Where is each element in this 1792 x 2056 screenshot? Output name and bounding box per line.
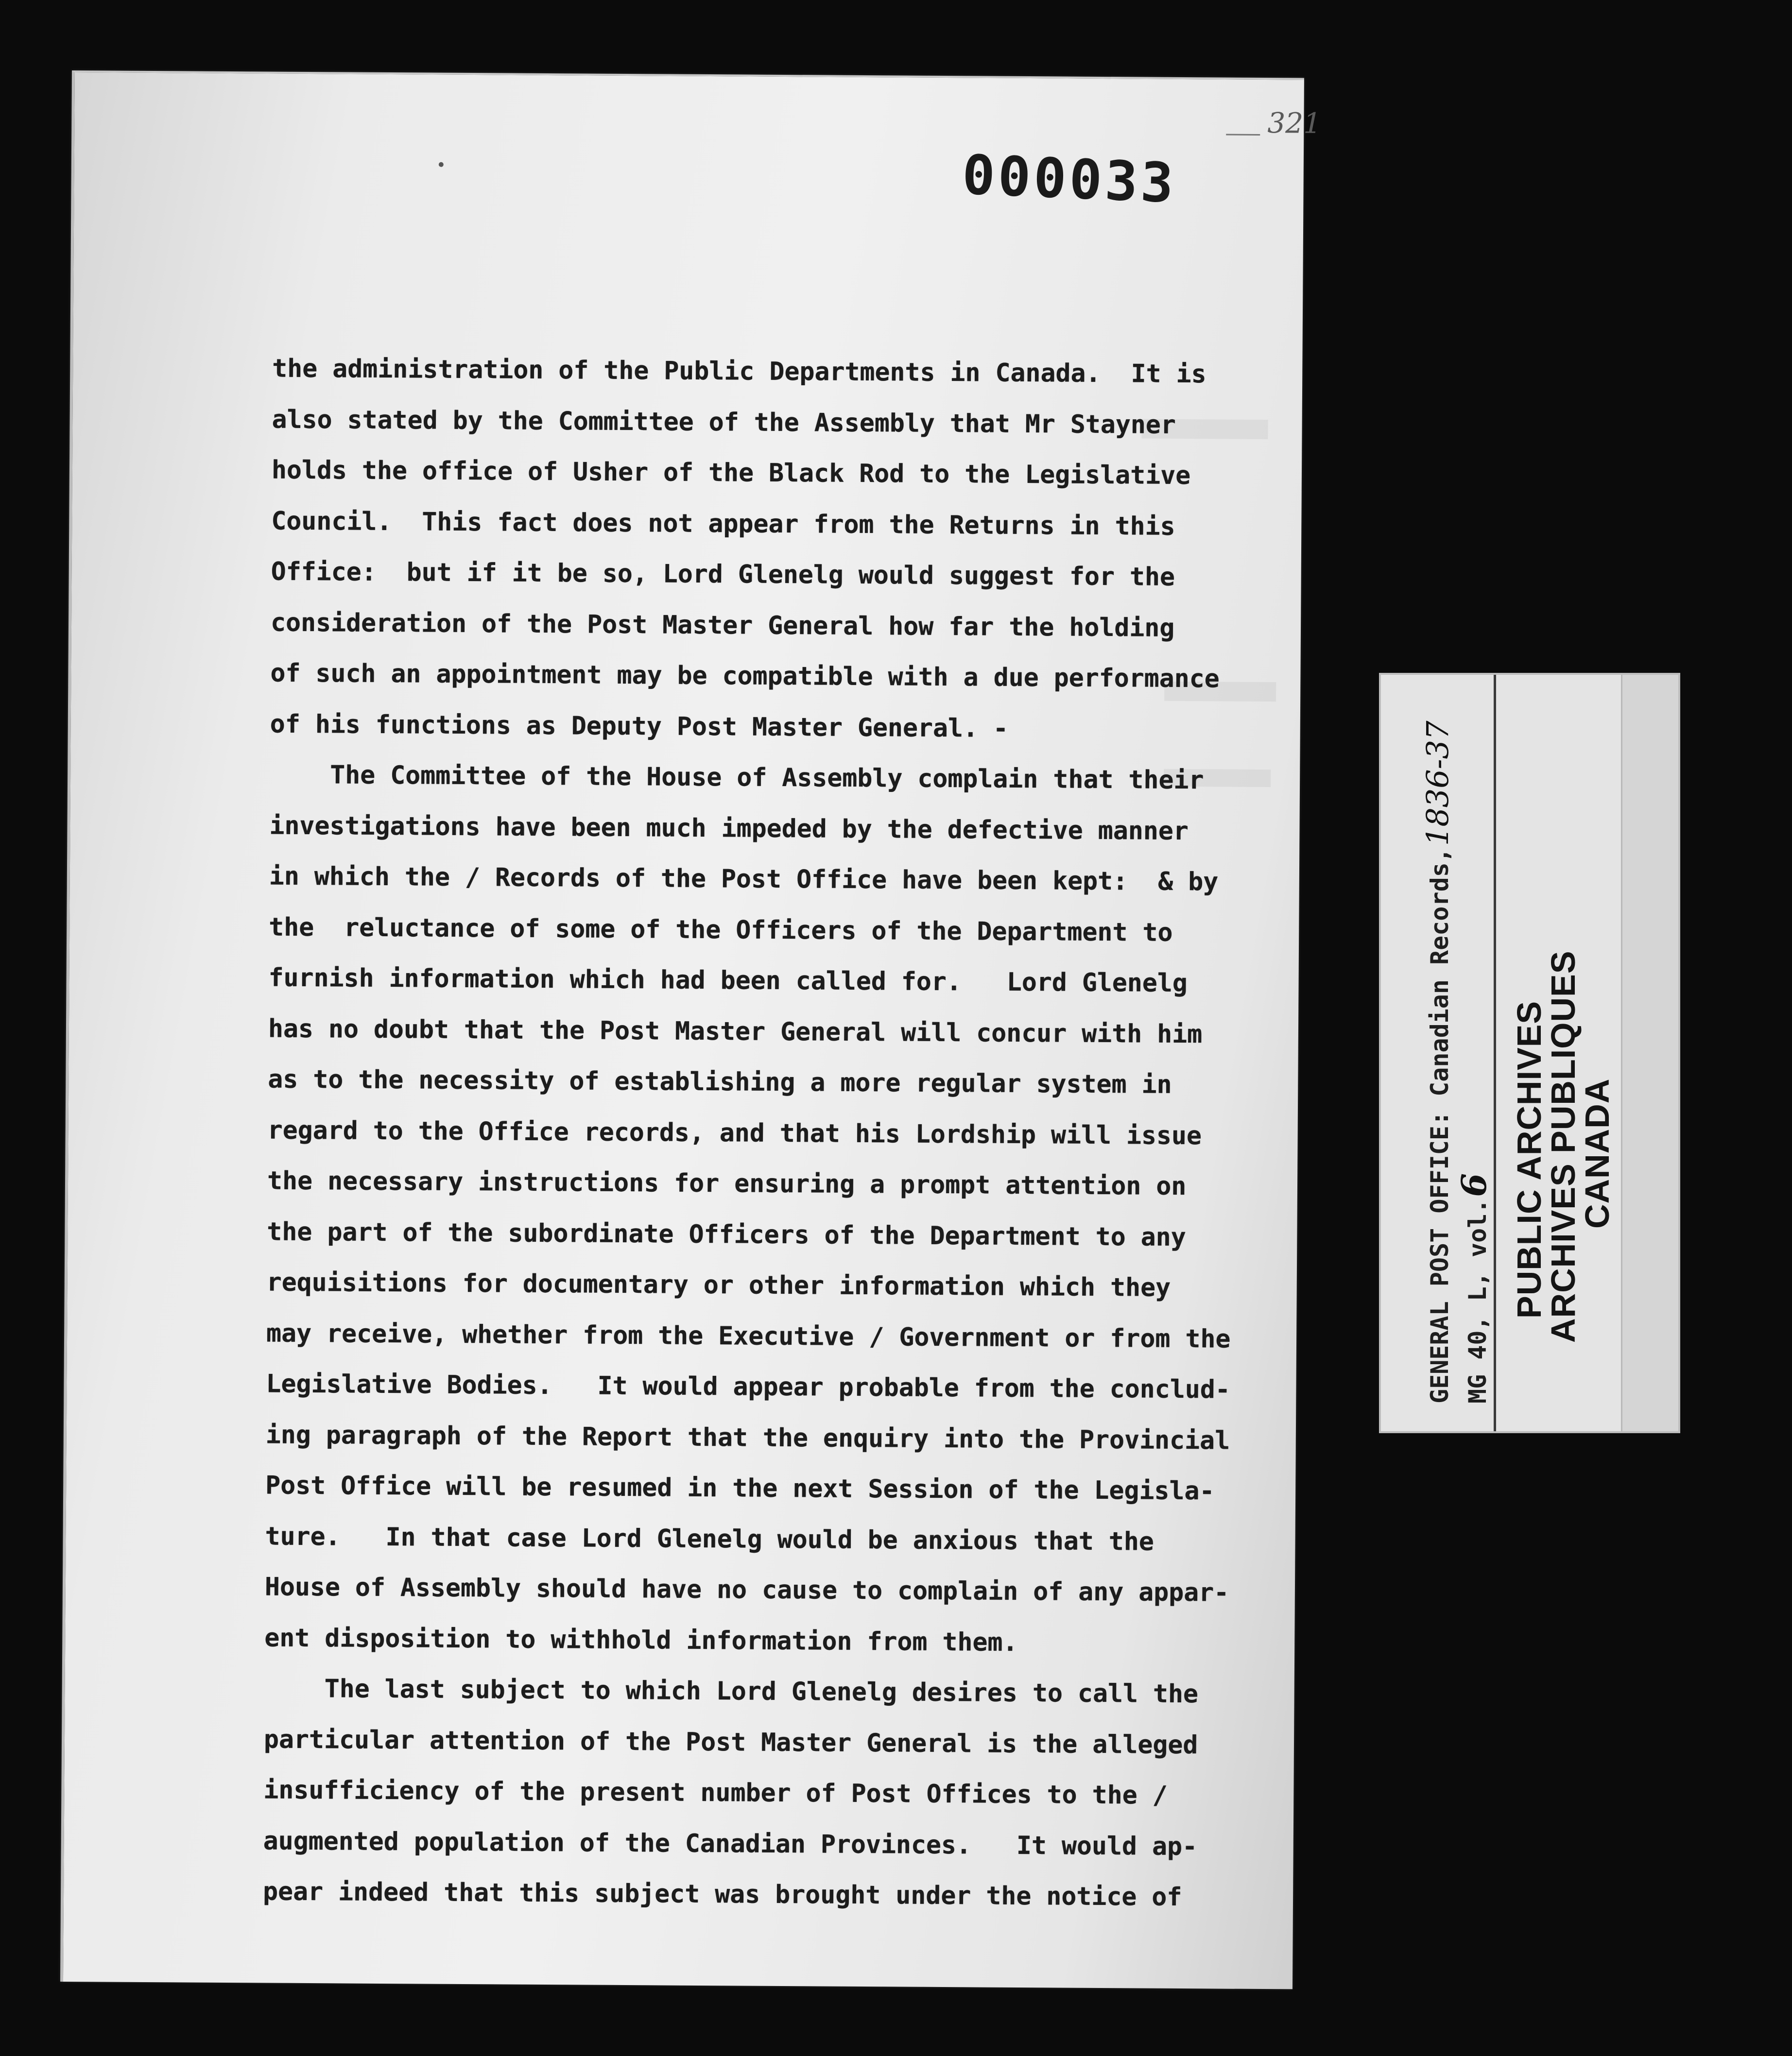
text-line: The last subject to which Lord Glenelg desires to call the [264,1674,1199,1709]
page-number: 321 [1267,106,1322,140]
text-line: insufficiency of the present number of Post Offices to the / [263,1775,1168,1810]
document-page [60,70,1322,1989]
document-stamp-number: 000033 [961,143,1178,216]
text-line: as to the necessity of establishing a more regular system in [268,1064,1172,1099]
series-years: 1836-37 [1420,720,1455,846]
text-line: particular attention of the Post Master General is the alleged [263,1724,1198,1760]
archive-name-line-3: CANADA [1578,1078,1616,1229]
text-line: ent disposition to withhold information from them. [264,1623,1018,1657]
text-line: the administration of the Public Departments in Canada. It is [272,354,1206,389]
page-number-underline [1226,134,1260,136]
text-line: has no doubt that the Post Master General will concur with him [268,1014,1203,1049]
series-title: GENERAL POST OFFICE: Canadian Records, [1426,848,1454,1404]
text-line: augmented population of the Canadian Provinces. It would ap- [263,1826,1198,1861]
text-line: in which the / Records of the Post Office have been kept: & by [269,861,1219,897]
text-line: furnish information which had been called for. Lord Glenelg [268,963,1188,998]
text-line: the part of the subordinate Officers of the Department to any [267,1216,1186,1252]
text-line: the reluctance of some of the Officers of the Department to [269,912,1173,947]
text-line: regard to the Office records, and that his Lordship will issue [267,1115,1202,1150]
text-line: the necessary instructions for ensuring a prompt attention on [267,1166,1187,1201]
label-edge-strip [1622,675,1678,1431]
text-line: holds the office of Usher of the Black Rod to the Legislative [271,455,1191,491]
reference-line [1454,1173,1494,1404]
manuscript-group-reference: MG 40, L, vol. [1464,1199,1492,1404]
text-line: Council. This fact does not appear from the Returns in this [271,506,1175,541]
text-line: of such an appointment may be compatible with a due performance [270,658,1220,694]
text-line: requisitions for documentary or other information which they [266,1268,1171,1302]
text-line: Legislative Bodies. It would appear probable from the conclud- [266,1369,1230,1405]
text-line: of his functions as Deputy Post Master General. - [270,709,1009,743]
text-line: Office: but if it be so, Lord Glenelg would suggest for the [271,557,1175,592]
volume-number: 6 [1454,1173,1494,1197]
text-line: may receive, whether from the Executive / Government or from the [266,1318,1231,1354]
text-line: investigations have been much impeded by the defective manner [269,811,1189,846]
text-line: ture. In that case Lord Glenelg would be anxious that the [265,1521,1154,1557]
text-line: consideration of the Post Master General how far the holding [270,608,1175,643]
archive-label-card [1379,673,1680,1433]
series-title-line [1420,720,1455,1404]
letter-body-text [263,343,1317,1924]
text-line: pear indeed that this subject was brought under the notice of [262,1877,1182,1912]
archive-name-line-1: PUBLIC ARCHIVES [1510,1000,1548,1319]
text-line: The Committee of the House of Assembly complain that their [269,760,1204,795]
ink-dot [439,162,444,167]
text-line: also stated by the Committee of the Assembly that Mr Stayner [272,405,1176,440]
text-line: House of Assembly should have no cause to complain of any appar- [264,1572,1229,1608]
text-line: ing paragraph of the Report that the enquiry into the Provincial [265,1420,1230,1456]
archive-name-line-2: ARCHIVES PUBLIQUES [1544,950,1582,1343]
text-line: Post Office will be resumed in the next Session of the Legisla- [265,1471,1215,1506]
